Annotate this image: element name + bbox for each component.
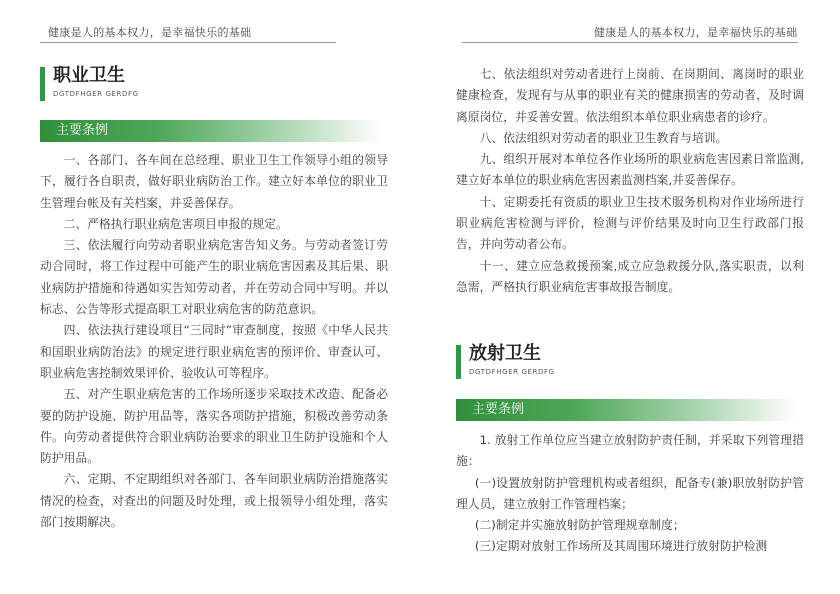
paragraph: 六、定期、不定期组织对各部门、各车间职业病防治措施落实情况的检查，对查出的问题及时处理，或上报领导小组处理，落实部门按期解决。 [40,472,388,530]
paragraph: (三)定期对放射工作场所及其周围环境进行放射防护检测 [474,539,768,554]
section-subtitle: DGTDFHGER GERDFG [469,368,555,376]
page-subtitle: DGTDFHGER GERDFG [53,90,139,98]
section-title-radiation [456,344,555,379]
header-slogan-left: 健康是人的基本权力，是幸福快乐的基础 [48,26,252,39]
paragraph: 三、依法履行向劳动者职业病危害告知义务。与劳动者签订劳动合同时，将工作过程中可能产生的职业病危害因素及其后果、职业病防护措施和待遇如实告知劳动者，并在劳动合同中写明。并以标志、公告等形式提高职工对职业病危害的防范意识。 [40,238,388,317]
header-divider-left [40,42,336,43]
paragraph: 九、组织开展对本单位各作业场所的职业病危害因素日常监测,建立好本单位的职业病危害因素监测档案,并妥善保存。 [456,152,804,188]
header-slogan-right: 健康是人的基本权力，是幸福快乐的基础 [594,26,798,39]
occupational-body-left [40,150,388,533]
title-accent-bar [456,345,461,379]
paragraph: 二、严格执行职业病危害项目申报的规定。 [63,216,288,231]
section-title-occupational [40,66,139,101]
header-divider-right [462,42,798,43]
paragraph: (二)制定并实施放射防护管理规章制度； [474,518,685,533]
section-banner-occupational: 主要条例 [40,120,382,142]
section-title: 放射卫生 [469,343,541,364]
paragraph: 四、依法执行建设项目“三同时”审查制度，按照《中华人民共和国职业病防治法》的规定进行职业病危害的预评价、审查认可、职业病危害控制效果评价、验收认可等程序。 [40,323,388,380]
paragraph: 七、依法组织对劳动者进行上岗前、在岗期间、离岗时的职业健康检查，发现有与从事的职业有关的健康损害的劳动者，及时调离原岗位，并妥善安置。依法组织本单位职业病患者的诊疗。 [456,67,804,124]
paragraph: 八、依法组织对劳动者的职业卫生教育与培训。 [479,130,728,145]
paragraph: (一)设置放射防护管理机构或者组织，配备专(兼)职放射防护管理人员，建立放射工作管理档案； [456,475,804,511]
occupational-body-right [456,64,804,298]
page-title: 职业卫生 [53,65,125,86]
paragraph: 十、定期委托有资质的职业卫生技术服务机构对作业场所进行职业病危害检测与评价，检测与评价结果及时向卫生行政部门报告，并向劳动者公布。 [456,194,804,252]
paragraph: 五、对产生职业病危害的工作场所逐步采取技术改造、配备必要的防护设施、防护用品等，落实各项防护措施，积极改善劳动条件。向劳动者提供符合职业病防治要求的职业卫生防护设施和个人防护用品。 [40,387,388,466]
paragraph: 十一、建立应急救援预案,成立应急救援分队,落实职责，以利急需，严格执行职业病危害事故报告制度。 [456,258,804,294]
section-banner-radiation: 主要条例 [456,399,798,421]
right-page [420,0,840,594]
radiation-body [456,430,804,558]
title-accent-bar [40,67,45,101]
paragraph: 1. 放射工作单位应当建立放射防护责任制，并采取下列管理措施： [456,433,804,469]
paragraph: 一、各部门、各车间在总经理、职业卫生工作领导小组的领导下，履行各自职责，做好职业病防治工作。建立好本单位的职业卫生管理台帐及有关档案，并妥善保存。 [40,153,388,210]
